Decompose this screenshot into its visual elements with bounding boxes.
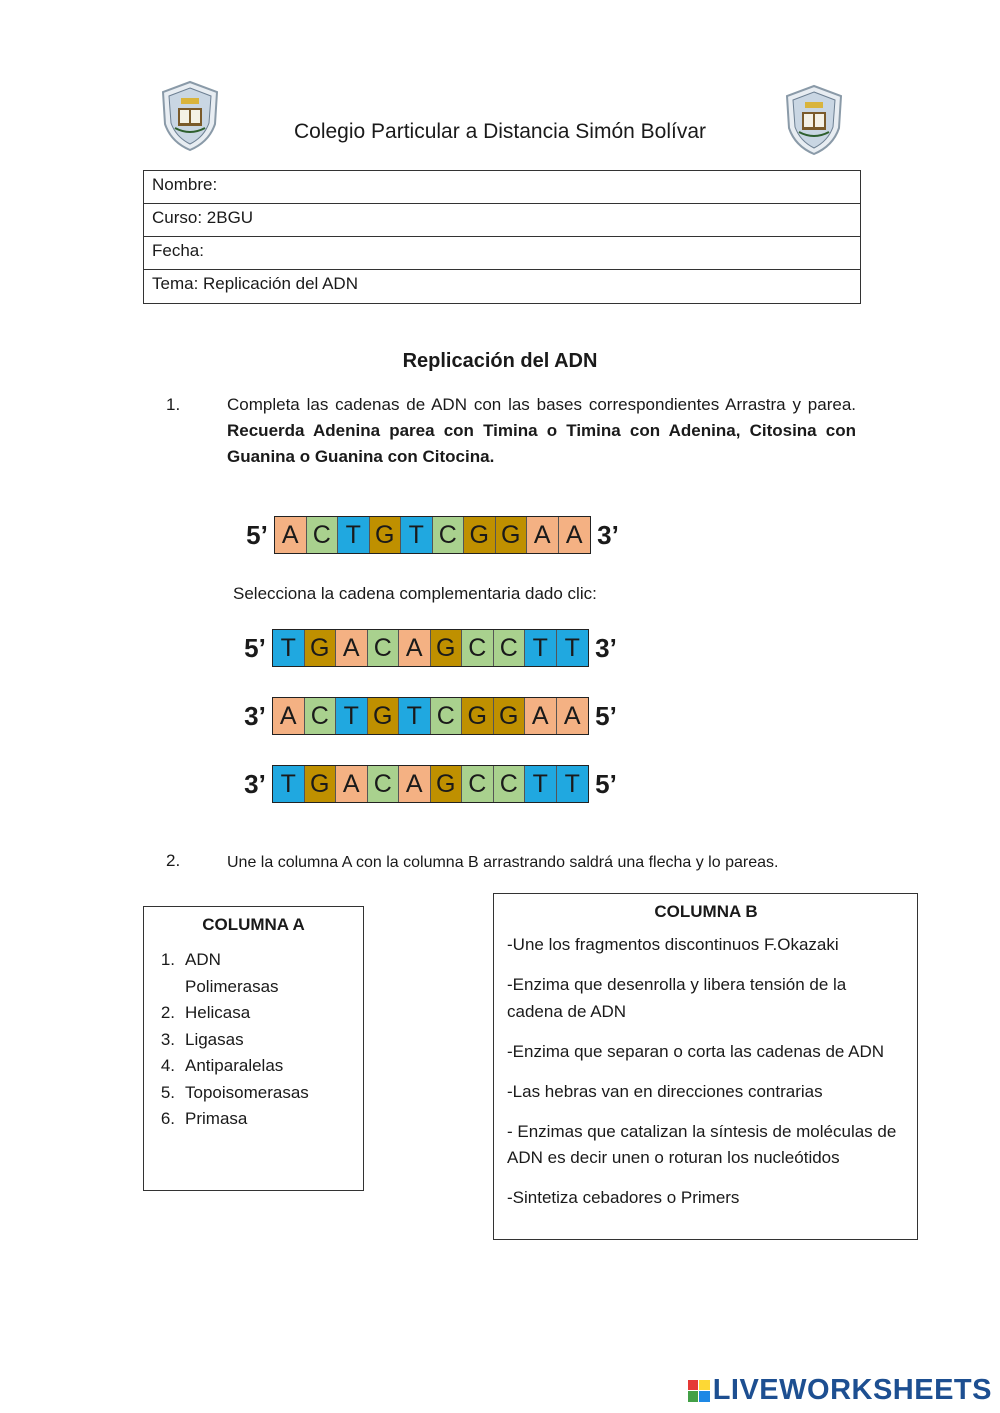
column-b-item[interactable]: -Enzima que desenrolla y libera tensión de la cadena de ADN (507, 975, 847, 1021)
base-t: T (399, 698, 431, 734)
question-2-text: Une la columna A con la columna B arrastrando saldrá una flecha y lo pareas. (227, 854, 779, 871)
option-2-right-end: 5’ (595, 700, 617, 731)
base-a: A (336, 766, 368, 802)
student-info-table (143, 170, 861, 304)
column-a-item-number: 3. (160, 1029, 175, 1049)
option-1-bases (272, 629, 589, 667)
given-strand-right-end: 3’ (597, 519, 619, 550)
option-2-left-end: 3’ (244, 700, 266, 731)
base-a: A (527, 517, 559, 553)
liveworksheets-logo-icon (688, 1380, 710, 1402)
column-a-item-label: Antiparalelas (185, 1056, 284, 1075)
base-c: C (431, 698, 463, 734)
base-t: T (557, 630, 589, 666)
base-g: G (496, 517, 528, 553)
column-a-list (144, 947, 363, 1133)
column-a-item-number: 4. (160, 1056, 175, 1075)
base-g: G (462, 698, 494, 734)
base-t: T (338, 517, 370, 553)
option-strand-2[interactable] (238, 696, 623, 736)
column-a-item-label: Ligasas (185, 1029, 244, 1049)
base-g: G (305, 630, 337, 666)
select-prompt: Selecciona la cadena complementaria dado clic: (233, 584, 597, 603)
base-g: G (305, 766, 337, 802)
base-a: A (399, 766, 431, 802)
info-row-curso: Curso: 2BGU (144, 204, 860, 237)
column-b-title: COLUMNA B (654, 902, 758, 921)
question-2-number: 2. (166, 851, 181, 870)
column-b-item[interactable]: -Une los fragmentos discontinuos F.Okazaki (507, 935, 839, 954)
base-a: A (559, 517, 591, 553)
column-a-item[interactable] (144, 1027, 363, 1054)
option-1-right-end: 3’ (595, 632, 617, 663)
column-b-item[interactable]: -Las hebras van en direcciones contrarias (507, 1081, 823, 1101)
base-g: G (431, 766, 463, 802)
base-g: G (464, 517, 496, 553)
base-g: G (370, 517, 402, 553)
base-t: T (273, 766, 305, 802)
brand-name: LIVEWORKSHEETS (712, 1374, 992, 1406)
option-1-left-end: 5’ (244, 632, 266, 663)
base-g: G (494, 698, 526, 734)
column-a-box (143, 906, 364, 1191)
column-a-item-number: 6. (160, 1109, 175, 1128)
info-row-nombre[interactable]: Nombre: (144, 171, 860, 204)
base-g: G (431, 630, 463, 666)
base-t: T (557, 766, 589, 802)
base-a: A (275, 517, 307, 553)
liveworksheets-logo[interactable] (688, 1374, 992, 1407)
question-1-hint: Recuerda Adenina parea con Timina o Timina con Adenina, Citosina con Guanina o Guanina con Citocina. (227, 421, 856, 466)
column-b-item[interactable]: -Sintetiza cebadores o Primers (507, 1188, 740, 1207)
column-a-item[interactable] (144, 1000, 363, 1027)
base-a: A (399, 630, 431, 666)
option-3-right-end: 5’ (595, 768, 617, 799)
column-a-item-number: 5. (160, 1082, 175, 1102)
given-strand-left-end: 5’ (246, 519, 268, 550)
base-c: C (305, 698, 337, 734)
option-3-left-end: 3’ (244, 768, 266, 799)
column-a-item[interactable] (144, 947, 363, 1000)
given-strand-bases (274, 516, 591, 554)
base-t: T (336, 698, 368, 734)
base-t: T (525, 630, 557, 666)
option-2-bases (272, 697, 589, 735)
column-a-item[interactable] (144, 1053, 363, 1080)
base-g: G (368, 698, 400, 734)
base-c: C (368, 766, 400, 802)
base-t: T (273, 630, 305, 666)
column-a-item-label: ADN Polimerasas (185, 950, 279, 996)
column-b-item[interactable]: - Enzimas que catalizan la síntesis de moléculas de ADN es decir unen o roturan los nucleótidos (507, 1121, 897, 1167)
base-a: A (557, 698, 589, 734)
question-1-number: 1. (166, 395, 181, 414)
base-a: A (525, 698, 557, 734)
column-a-item-number: 1. (160, 950, 175, 969)
option-strand-1[interactable] (238, 628, 623, 668)
info-row-tema: Tema: Replicación del ADN (152, 274, 358, 293)
base-c: C (462, 766, 494, 802)
column-a-item[interactable] (144, 1080, 363, 1107)
base-t: T (525, 766, 557, 802)
column-a-item-label: Primasa (185, 1109, 248, 1128)
question-1-instruction: Completa las cadenas de ADN con las bases correspondientes Arrastra y parea. (227, 395, 856, 414)
option-strand-3[interactable] (238, 764, 623, 804)
column-a-item[interactable] (144, 1106, 363, 1133)
column-b-item[interactable]: -Enzima que separan o corta las cadenas de ADN (507, 1041, 885, 1061)
column-b-box (493, 893, 918, 1240)
base-a: A (336, 630, 368, 666)
base-c: C (433, 517, 465, 553)
column-a-title: COLUMNA A (202, 915, 305, 934)
info-row-fecha[interactable]: Fecha: (144, 237, 860, 270)
base-c: C (368, 630, 400, 666)
base-c: C (462, 630, 494, 666)
option-3-bases (272, 765, 589, 803)
base-a: A (273, 698, 305, 734)
base-c: C (307, 517, 339, 553)
question-1-text (227, 392, 856, 470)
column-a-item-number: 2. (160, 1003, 175, 1022)
base-c: C (494, 766, 526, 802)
base-c: C (494, 630, 526, 666)
given-strand (240, 515, 625, 555)
column-a-item-label: Topoisomerasas (185, 1082, 309, 1102)
column-a-item-label: Helicasa (185, 1003, 251, 1022)
base-t: T (401, 517, 433, 553)
page-title: Replicación del ADN (402, 350, 598, 372)
school-name: Colegio Particular a Distancia Simón Bolívar (293, 120, 706, 143)
